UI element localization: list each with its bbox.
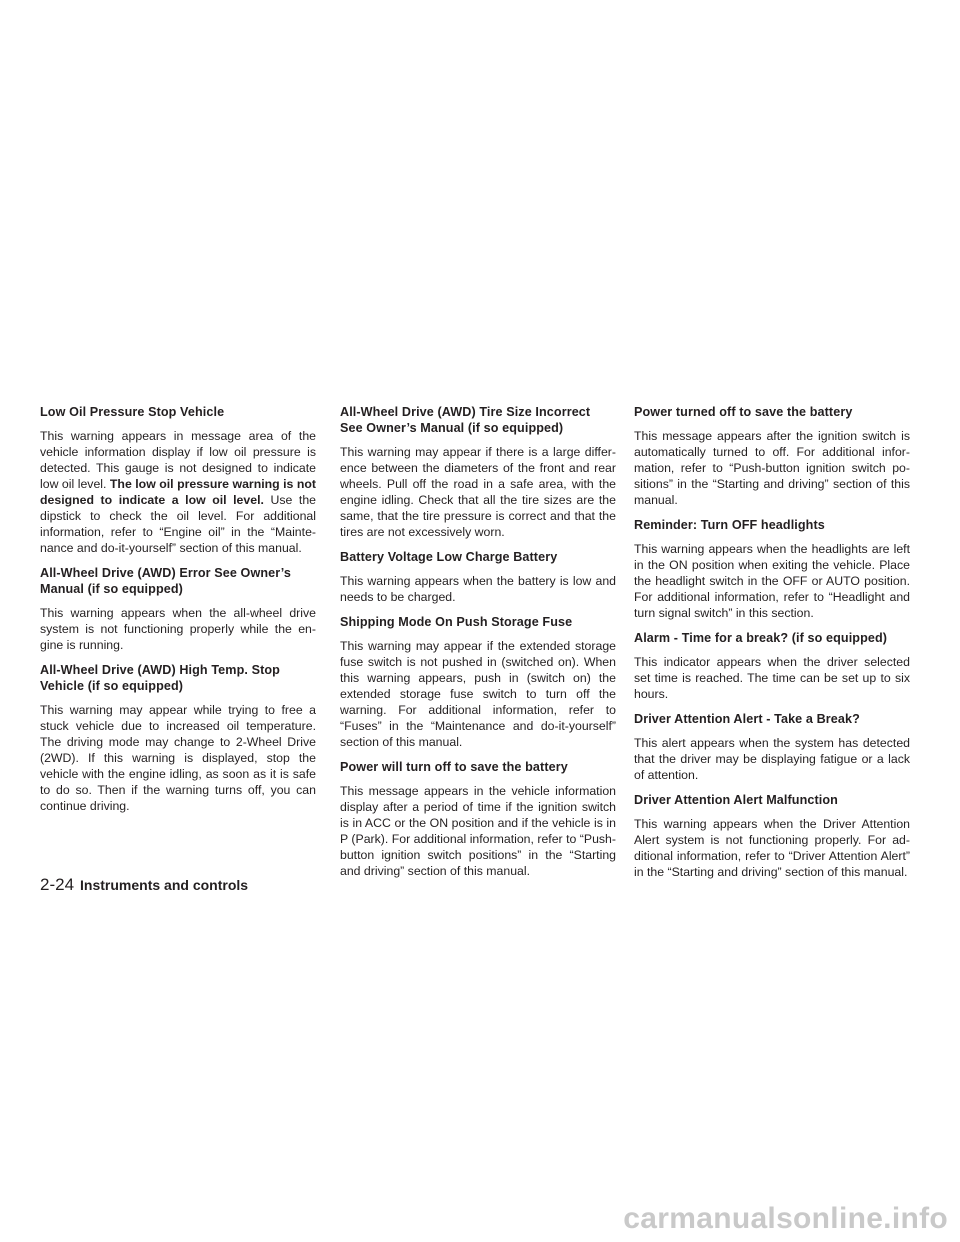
section-body: This warning may appear if the extended storage fuse switch is not pushed in (switched on). When this warning appears, push in (switch on) the extended storage fuse switch to turn off the warning. For additional information, refer to “Fuses” in the “Maintenance and do-it-yourself” section of this manual. [340,639,616,749]
section-body: This indicator appears when the driver selected set time is reached. The time can be set up to six hours. [634,655,910,701]
section-body: This warning appears when the headlights are left in the ON position when exiting the vehicle. Place the headlight switch in the OFF or AUTO position. For additional information, refer to “Headlight and turn signal switch” in this section. [634,542,910,620]
section-body: This warning appears when the Driver Attention Alert system is not functioning properly. For ad-ditional information, refer to “Driver Attention Alert” in the “Starting and driving” section of this manual. [634,817,910,879]
section-shipping-mode [340,614,616,750]
section-heading: Reminder: Turn OFF headlights [634,518,825,532]
body-bold-text: The low oil pressure warning is not designed to indicate a low oil level. [40,477,316,507]
section-body: This message appears in the vehicle information display after a period of time if the ignition switch is in ACC or the ON position and if the vehicle is in P (Park). For additional information, refer to “Push-button ignition switch positions” in the “Starting and driving” section of this manual. [340,784,616,878]
section-awd-high-temp [40,662,316,814]
column-right [634,404,910,889]
section-battery-voltage-low [340,549,616,605]
section-break-alarm [634,630,910,702]
page-number: 2-24 [40,875,75,894]
section-heading: Alarm - Time for a break? (if so equipped) [634,631,888,645]
section-power-will-turn-off [340,759,616,879]
section-body: This warning appears when the all-wheel drive system is not functioning properly while the en-gine is running. [40,606,316,652]
section-driver-attention-malfunction [634,792,910,880]
section-heading: All-Wheel Drive (AWD) Error See Owner’s Manual (if so equipped) [40,566,291,596]
section-body: This message appears after the ignition switch is automatically turned to off. For additional infor-mation, refer to “Push-button ignition switch po-sitions” in the “Starting and driving” section of this manual. [634,429,910,507]
body-text: This warning appears in message area of the vehicle information display if low oil pressure is detected. This gauge is not designed to indicate low oil level. [40,429,316,491]
section-heading: Driver Attention Alert Malfunction [634,793,838,807]
section-heading: Power turned off to save the battery [634,405,853,419]
section-heading: Low Oil Pressure Stop Vehicle [40,405,225,419]
section-headlights-reminder [634,517,910,621]
column-left [40,404,316,823]
column-middle [340,404,616,888]
section-heading: Battery Voltage Low Charge Battery [340,550,558,564]
body-text-tail: Use the dipstick to check the oil level. For additional information, refer to “Engine oil” in the “Mainte-nance and do-it-yourself” section of this manual. [40,493,317,555]
section-awd-error [40,565,316,653]
page-footer [40,874,248,896]
section-body [40,428,316,556]
watermark: carmanualsonline.info [623,1202,948,1235]
section-body: This warning appears when the battery is low and needs to be charged. [340,574,616,604]
section-heading: All-Wheel Drive (AWD) Tire Size Incorrect See Owner’s Manual (if so equipped) [340,405,591,435]
section-title: Instruments and controls [80,877,249,893]
section-heading: Shipping Mode On Push Storage Fuse [340,615,573,629]
section-heading: Driver Attention Alert - Take a Break? [634,712,860,726]
section-low-oil-pressure [40,404,316,556]
section-power-turned-off [634,404,910,508]
section-body: This warning may appear while trying to free a stuck vehicle due to increased oil temperature. The driving mode may change to 2-Wheel Drive (2WD). If this warning is displayed, stop the vehicle with the engine idling, as soon as it is safe to do so. Then if the warning turns off, you can continue driving. [40,703,316,813]
section-heading: Power will turn off to save the battery [340,760,568,774]
section-driver-attention-alert [634,711,910,783]
section-heading: All-Wheel Drive (AWD) High Temp. Stop Vehicle (if so equipped) [40,663,280,693]
section-body: This warning may appear if there is a large differ-ence between the diameters of the front and rear wheels. Pull off the road in a safe area, with the engine idling. Check that all the tire sizes are the same, that the tire pressure is correct and that the tires are not excessively worn. [340,445,616,539]
section-awd-tire-size [340,404,616,540]
section-body: This alert appears when the system has detected that the driver may be displaying fatigue or a lack of attention. [634,736,910,782]
